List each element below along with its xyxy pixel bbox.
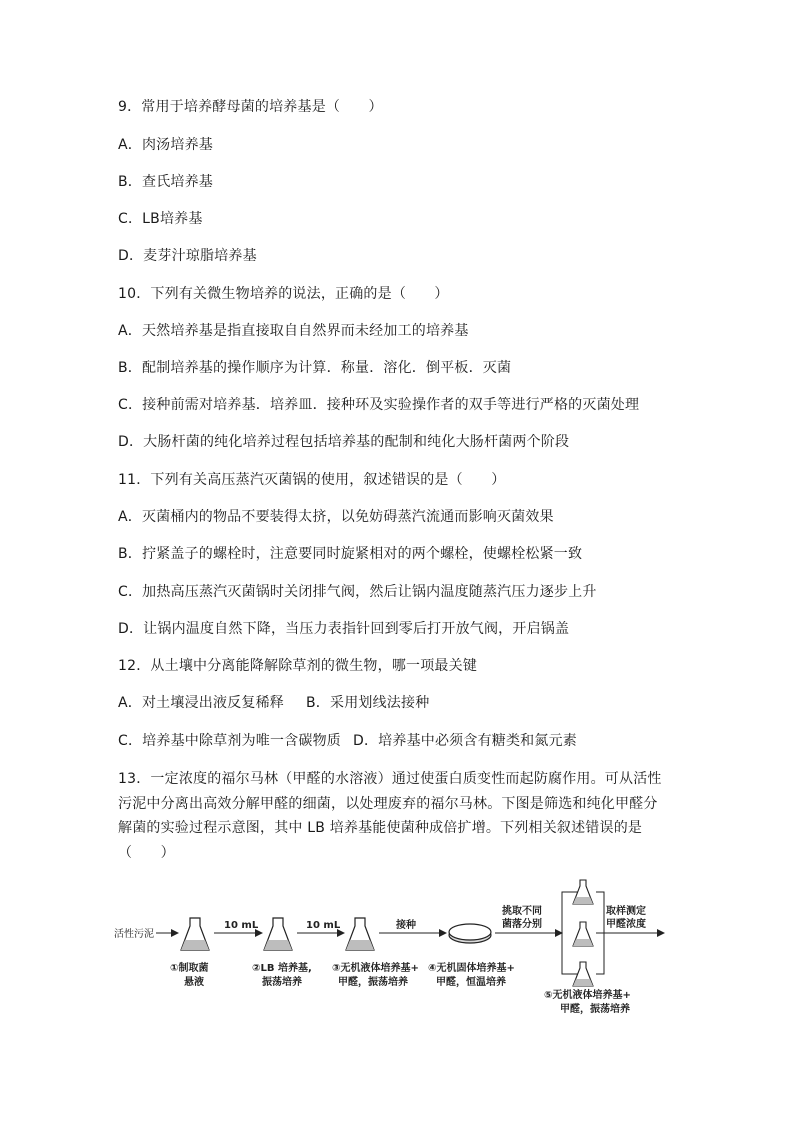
transfer-volume-1: 10 mL	[224, 920, 259, 931]
pick-colonies-label: 挑取不同	[502, 906, 542, 917]
q11-option-a: A．灭菌桶内的物品不要装得太挤，以免妨碍蒸汽流通而影响灭菌效果	[118, 509, 554, 525]
q10-option-a: A．天然培养基是指直接取自自然界而未经加工的培养基	[118, 323, 469, 339]
flask-3-icon	[346, 918, 374, 950]
q10-stem: 10．下列有关微生物培养的说法，正确的是（ ）	[118, 286, 449, 302]
q12-option-d: D．培养基中必须含有糖类和氮元素	[352, 733, 577, 749]
step-3-caption: ③无机液体培养基+	[332, 963, 419, 974]
q10-option-b: B．配制培养基的操作顺序为计算．称量．溶化．倒平板．灭菌	[118, 360, 512, 376]
q12-options-row2	[118, 731, 577, 751]
q13-stem-line: （ ）	[118, 844, 175, 861]
q13-stem-line: 13．一定浓度的福尔马林（甲醛的水溶液）通过使蛋白质变性而起防腐作用。可从活性	[118, 771, 662, 787]
transfer-volume-2: 10 mL	[306, 920, 341, 931]
step-5-caption: ⑤无机液体培养基+	[544, 990, 631, 1001]
branch-bracket-left	[562, 892, 568, 974]
q13-stem-line: 解菌的实验过程示意图，其中 LB 培养基能使菌种成倍扩增。下列相关叙述错误的是	[118, 820, 643, 836]
q9-option-c: C．LB培养基	[118, 211, 203, 227]
step-3-caption: 甲醛，振荡培养	[338, 977, 408, 988]
activated-sludge-label: 活性污泥	[114, 929, 154, 940]
q12-options-row1	[118, 693, 429, 713]
q9-option-d: D．麦芽汁琼脂培养基	[118, 248, 257, 264]
step-2-caption: ②LB 培养基,	[252, 963, 312, 974]
flask-1-icon	[181, 918, 209, 950]
q12-stem: 12．从土壤中分离能降解除草剂的微生物，哪一项最关键	[118, 658, 478, 674]
flask-5b-icon	[573, 922, 593, 946]
q12-option-a: A．对土壤浸出液反复稀释	[118, 695, 284, 711]
q10-option-d: D．大肠杆菌的纯化培养过程包括培养基的配制和纯化大肠杆菌两个阶段	[118, 434, 570, 450]
step-1-caption: 悬液	[184, 977, 204, 988]
q10-option-c: C．接种前需对培养基．培养皿．接种环及实验操作者的双手等进行严格的灭菌处理	[118, 397, 640, 413]
q9-option-a: A．肉汤培养基	[118, 137, 213, 153]
inoculate-label: 接种	[396, 920, 416, 931]
q11-option-d: D．让锅内温度自然下降，当压力表指针回到零后打开放气阀，开启锅盖	[118, 621, 570, 637]
q9-stem: 9．常用于培养酵母菌的培养基是（ ）	[118, 99, 383, 115]
sample-measure-label: 甲醛浓度	[606, 919, 646, 930]
flask-2-icon	[264, 918, 292, 950]
q12-option-b: B．采用划线法接种	[305, 695, 430, 711]
petri-dish-icon	[449, 924, 491, 943]
q13-stem-line: 污泥中分离出高效分解甲醛的细菌，以处理废弃的福尔马林。下图是筛选和纯化甲醛分	[118, 795, 658, 812]
step-1-caption: ①制取菌	[170, 963, 209, 974]
q11-option-b: B．拧紧盖子的螺栓时，注意要同时旋紧相对的两个螺栓，使螺栓松紧一致	[118, 546, 583, 562]
step-2-caption: 振荡培养	[262, 977, 302, 988]
pick-colonies-label: 菌落分别	[502, 919, 542, 930]
step-5-caption: 甲醛，振荡培养	[560, 1004, 630, 1015]
q12-option-c: C．培养基中除草剂为唯一含碳物质	[118, 733, 341, 749]
q11-stem: 11．下列有关高压蒸汽灭菌锅的使用，叙述错误的是（ ）	[118, 472, 506, 488]
step-4-caption: ④无机固体培养基+	[428, 963, 515, 974]
q13-stem	[118, 767, 678, 865]
q11-option-c: C．加热高压蒸汽灭菌锅时关闭排气阀，然后让锅内温度随蒸汽压力逐步上升	[118, 584, 597, 600]
experiment-diagram	[112, 878, 672, 1028]
sample-measure-label: 取样测定	[606, 906, 646, 917]
step-4-caption: 甲醛，恒温培养	[436, 977, 506, 988]
q9-option-b: B．查氏培养基	[118, 174, 214, 190]
